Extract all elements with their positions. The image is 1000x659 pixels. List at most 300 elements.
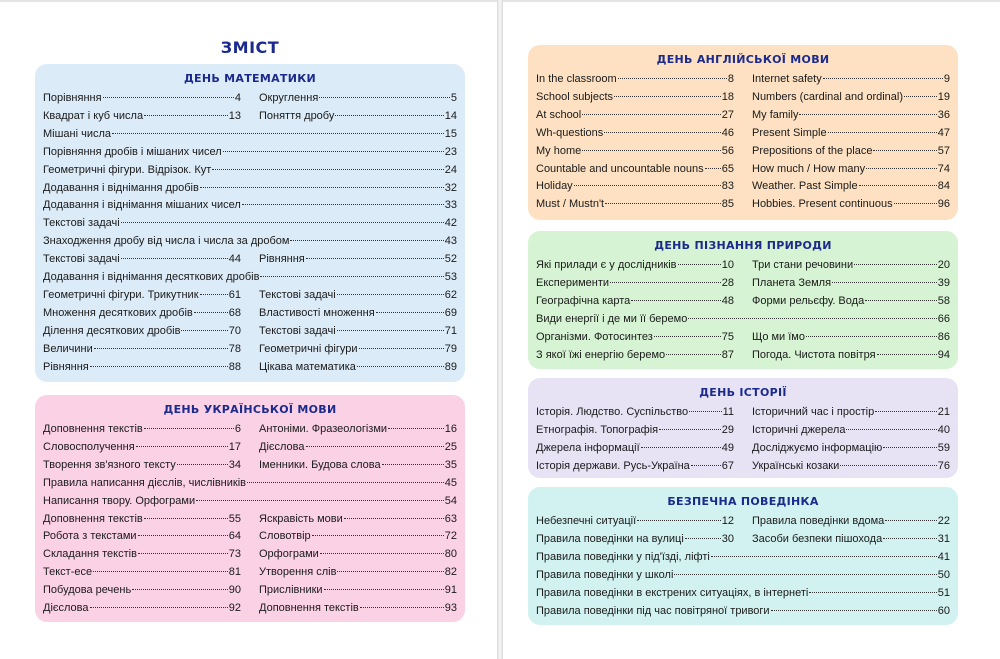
- toc-entry-title: Правила поведінки в екстрених ситуаціях, в інтернеті: [536, 586, 809, 599]
- column-gap: [734, 71, 752, 89]
- toc-entry[interactable]: [43, 251, 241, 269]
- column-gap: [734, 125, 752, 143]
- toc-entry-page: 91: [444, 584, 457, 597]
- toc-entry[interactable]: [259, 600, 457, 618]
- toc-entry[interactable]: [259, 582, 457, 600]
- toc-entry-title: Порівняння дробів і мішаних чисел: [43, 145, 222, 158]
- dot-leader: [582, 150, 721, 151]
- toc-entry-page: 13: [228, 109, 241, 122]
- column-gap: [241, 323, 259, 341]
- toc-entry-page: 81: [228, 566, 241, 579]
- toc-row: [43, 323, 457, 341]
- dot-leader: [883, 447, 936, 448]
- toc-entry[interactable]: [752, 347, 950, 365]
- toc-entry-title: Побудова речень: [43, 584, 132, 597]
- toc-row: [536, 347, 950, 365]
- toc-row: [43, 457, 457, 475]
- toc-row: [43, 475, 457, 493]
- dot-leader: [138, 535, 228, 536]
- dot-leader: [200, 187, 444, 188]
- dot-leader: [823, 78, 943, 79]
- toc-row: [43, 305, 457, 323]
- toc-entry[interactable]: [43, 546, 241, 564]
- toc-list: [536, 71, 950, 214]
- toc-entry[interactable]: [43, 457, 241, 475]
- toc-entry-title: Доповнення текстів: [43, 423, 143, 435]
- dot-leader: [376, 312, 444, 313]
- dot-leader: [582, 114, 721, 115]
- toc-entry[interactable]: [536, 440, 734, 458]
- toc-entry-page: 89: [444, 360, 457, 373]
- toc-row: [536, 143, 950, 161]
- toc-entry[interactable]: [536, 125, 734, 143]
- toc-entry-page: 80: [444, 548, 457, 561]
- toc-entry[interactable]: [752, 89, 950, 107]
- toc-entry-title: Географічна карта: [536, 294, 631, 307]
- dot-leader: [877, 354, 937, 355]
- toc-entry-title: Доповнення текстів: [259, 602, 359, 615]
- section-title: ДЕНЬ УКРАЇНСЬКОЇ МОВИ: [163, 403, 337, 416]
- column-gap: [734, 89, 752, 107]
- dot-leader: [631, 300, 720, 301]
- toc-entry-page: 70: [228, 324, 241, 337]
- toc-entry[interactable]: [536, 513, 734, 531]
- toc-entry[interactable]: [43, 475, 457, 493]
- toc-entry-page: 61: [228, 288, 241, 301]
- toc-entry[interactable]: [259, 564, 457, 582]
- dot-leader: [618, 78, 727, 79]
- dot-leader: [337, 294, 444, 295]
- toc-entry[interactable]: [536, 422, 734, 440]
- toc-entry-page: 11: [722, 406, 734, 418]
- toc-entry[interactable]: [43, 233, 457, 251]
- toc-entry-title: Іменники. Будова слова: [259, 458, 381, 471]
- toc-entry-page: 48: [721, 294, 734, 307]
- toc-entry-page: 23: [444, 145, 457, 158]
- toc-entry[interactable]: [752, 107, 950, 125]
- toc-entry-page: 15: [444, 127, 457, 140]
- toc-entry-title: Рівняння: [43, 360, 89, 373]
- toc-row: [43, 421, 457, 439]
- toc-entry[interactable]: [536, 404, 734, 422]
- toc-list: [43, 421, 457, 618]
- toc-row: [536, 196, 950, 214]
- column-gap: [734, 347, 752, 365]
- toc-entry-page: 60: [937, 604, 950, 617]
- column-gap: [734, 161, 752, 179]
- toc-entry[interactable]: [752, 329, 950, 347]
- dot-leader: [337, 571, 443, 572]
- toc-entry[interactable]: [536, 257, 734, 275]
- toc-entry[interactable]: [43, 162, 457, 180]
- dot-leader: [121, 258, 228, 259]
- toc-entry[interactable]: [536, 143, 734, 161]
- toc-row: [536, 275, 950, 293]
- toc-entry[interactable]: [259, 359, 457, 377]
- toc-entry-page: 30: [721, 532, 734, 545]
- toc-row: [43, 233, 457, 251]
- toc-entry[interactable]: [259, 305, 457, 323]
- toc-list: [536, 404, 950, 476]
- dot-leader: [388, 428, 444, 429]
- dot-leader: [132, 589, 228, 590]
- toc-entry[interactable]: [752, 458, 950, 476]
- dot-leader: [711, 556, 937, 557]
- toc-row: [43, 439, 457, 457]
- toc-entry-title: Утворення слів: [259, 566, 337, 579]
- toc-entry-page: 82: [444, 566, 457, 579]
- toc-entry-title: Словотвір: [259, 530, 311, 543]
- toc-entry[interactable]: [752, 531, 950, 549]
- toc-entry[interactable]: [43, 564, 241, 582]
- toc-entry-page: 55: [228, 512, 241, 525]
- column-gap: [734, 275, 752, 293]
- toc-row: [43, 269, 457, 287]
- toc-entry-page: 88: [228, 360, 241, 373]
- toc-entry[interactable]: [259, 108, 457, 126]
- dot-leader: [659, 429, 721, 430]
- toc-entry[interactable]: [752, 178, 950, 196]
- dot-leader: [688, 318, 936, 319]
- toc-row: [536, 107, 950, 125]
- toc-entry-page: 44: [228, 253, 241, 266]
- column-gap: [734, 531, 752, 549]
- dot-leader: [604, 132, 720, 133]
- toc-entry[interactable]: [43, 287, 241, 305]
- toc-entry-title: Геометричні фігури. Відрізок. Кут: [43, 163, 212, 176]
- toc-entry[interactable]: [752, 196, 950, 214]
- dot-leader: [196, 500, 444, 501]
- toc-entry[interactable]: [43, 511, 241, 529]
- dot-leader: [799, 114, 936, 115]
- dot-leader: [840, 465, 936, 466]
- toc-entry[interactable]: [259, 528, 457, 546]
- toc-entry-page: 46: [721, 126, 734, 139]
- toc-entry[interactable]: [752, 293, 950, 311]
- book-spine-gutter: [497, 0, 503, 659]
- dot-leader: [832, 282, 937, 283]
- toc-entry[interactable]: [43, 269, 457, 287]
- toc-entry-title: Погода. Чистота повітря: [752, 348, 876, 361]
- toc-entry[interactable]: [536, 567, 950, 585]
- toc-entry[interactable]: [536, 347, 734, 365]
- toc-entry-title: Яскравість мови: [259, 512, 343, 525]
- toc-entry[interactable]: [43, 305, 241, 323]
- toc-row: [43, 546, 457, 564]
- toc-row: [43, 341, 457, 359]
- dot-leader: [873, 150, 936, 151]
- dot-leader: [866, 168, 937, 169]
- dot-leader: [654, 336, 721, 337]
- dot-leader: [846, 429, 936, 430]
- toc-entry-title: Правила поведінки під час повітряної тривоги: [536, 604, 770, 617]
- toc-row: [43, 564, 457, 582]
- dot-leader: [90, 366, 228, 367]
- toc-entry-page: 86: [937, 330, 950, 343]
- toc-entry-page: 65: [721, 162, 734, 175]
- toc-entry-title: Must / Mustn't: [536, 198, 605, 211]
- toc-entry-title: З якої їжі енергію беремо: [536, 348, 666, 361]
- dot-leader: [614, 96, 721, 97]
- toc-entry-title: Округлення: [259, 92, 319, 104]
- toc-entry-title: Величини: [43, 342, 93, 355]
- toc-entry[interactable]: [752, 422, 950, 440]
- toc-entry-title: Текстові задачі: [259, 324, 336, 337]
- toc-entry[interactable]: [259, 439, 457, 457]
- toc-entry-title: Словосполучення: [43, 440, 135, 453]
- column-gap: [241, 108, 259, 126]
- dot-leader: [112, 133, 444, 134]
- toc-entry[interactable]: [259, 323, 457, 341]
- column-gap: [241, 582, 259, 600]
- toc-entry[interactable]: [536, 329, 734, 347]
- toc-entry[interactable]: [536, 161, 734, 179]
- dot-leader: [771, 610, 937, 611]
- toc-entry-page: 93: [444, 602, 457, 615]
- toc-entry-page: 53: [444, 271, 457, 284]
- toc-entry[interactable]: [259, 251, 457, 269]
- toc-entry-page: 16: [444, 423, 457, 435]
- toc-entry[interactable]: [43, 108, 241, 126]
- toc-entry[interactable]: [752, 71, 950, 89]
- toc-row: [536, 293, 950, 311]
- dot-leader: [93, 571, 228, 572]
- toc-entry-title: Ділення десяткових дробів: [43, 324, 181, 337]
- toc-entry[interactable]: [259, 341, 457, 359]
- dot-leader: [691, 465, 721, 466]
- toc-entry[interactable]: [752, 257, 950, 275]
- toc-entry-title: Правила поведінки у під'їзді, ліфті: [536, 550, 710, 563]
- dot-leader: [94, 348, 228, 349]
- toc-entry-page: 21: [937, 406, 950, 418]
- toc-entry[interactable]: [536, 585, 950, 603]
- column-gap: [241, 528, 259, 546]
- toc-entry[interactable]: [43, 197, 457, 215]
- toc-row: [536, 603, 950, 621]
- toc-entry-title: Геометричні фігури: [259, 342, 358, 355]
- toc-entry-title: Історичні джерела: [752, 423, 846, 436]
- dot-leader: [344, 518, 444, 519]
- toc-entry-title: Правила поведінки на вулиці: [536, 532, 684, 545]
- dot-leader: [809, 592, 936, 593]
- column-gap: [241, 421, 259, 439]
- column-gap: [241, 90, 259, 108]
- toc-entry-title: Антоніми. Фразеологізми: [259, 423, 388, 435]
- toc-entry[interactable]: [536, 311, 950, 329]
- toc-row: [536, 404, 950, 422]
- toc-entry[interactable]: [43, 493, 457, 511]
- toc-entry[interactable]: [752, 161, 950, 179]
- toc-entry[interactable]: [752, 440, 950, 458]
- column-gap: [241, 359, 259, 377]
- toc-entry[interactable]: [752, 275, 950, 293]
- toc-entry[interactable]: [43, 126, 457, 144]
- toc-entry-title: Present Simple: [752, 126, 827, 139]
- toc-entry[interactable]: [43, 180, 457, 198]
- toc-row: [43, 108, 457, 126]
- toc-entry-page: 68: [228, 306, 241, 319]
- toc-entry[interactable]: [259, 457, 457, 475]
- toc-entry[interactable]: [43, 528, 241, 546]
- toc-entry[interactable]: [259, 287, 457, 305]
- toc-entry-title: Які прилади є у дослідників: [536, 259, 677, 271]
- toc-entry[interactable]: [536, 196, 734, 214]
- toc-entry-title: Текстові задачі: [259, 288, 336, 301]
- dot-leader: [685, 538, 721, 539]
- toc-entry-title: How much / How many: [752, 162, 866, 175]
- toc-entry-page: 14: [444, 109, 457, 122]
- dot-leader: [828, 132, 937, 133]
- toc-entry-page: 27: [721, 108, 734, 121]
- toc-entry-page: 34: [228, 458, 241, 471]
- toc-entry[interactable]: [43, 421, 241, 439]
- toc-row: [536, 329, 950, 347]
- toc-entry[interactable]: [43, 215, 457, 233]
- toc-entry-page: 35: [444, 458, 457, 471]
- toc-entry[interactable]: [43, 144, 457, 162]
- toc-row: [43, 251, 457, 269]
- toc-entry-title: Порівняння: [43, 92, 102, 104]
- toc-list: [536, 257, 950, 364]
- toc-entry[interactable]: [43, 359, 241, 377]
- toc-entry-page: 85: [721, 198, 734, 211]
- toc-row: [536, 422, 950, 440]
- toc-entry[interactable]: [536, 458, 734, 476]
- toc-entry-title: Текстові задачі: [43, 217, 120, 230]
- toc-entry[interactable]: [752, 143, 950, 161]
- toc-entry[interactable]: [752, 404, 950, 422]
- toc-row: [536, 440, 950, 458]
- toc-entry-page: 29: [721, 423, 734, 436]
- toc-entry-page: 36: [937, 108, 950, 121]
- dot-leader: [859, 185, 937, 186]
- dot-leader: [894, 203, 937, 204]
- toc-entry-page: 73: [228, 548, 241, 561]
- toc-entry-page: 76: [937, 459, 950, 472]
- toc-entry-page: 67: [721, 459, 734, 472]
- toc-entry-title: Складання текстів: [43, 548, 137, 561]
- toc-entry[interactable]: [259, 546, 457, 564]
- dot-leader: [357, 366, 444, 367]
- toc-entry-title: Додавання і віднімання мішаних чисел: [43, 199, 241, 212]
- toc-entry[interactable]: [43, 582, 241, 600]
- column-gap: [734, 293, 752, 311]
- column-gap: [241, 546, 259, 564]
- column-gap: [734, 458, 752, 476]
- toc-entry-page: 6: [234, 423, 241, 435]
- column-gap: [734, 440, 752, 458]
- toc-entry-page: 28: [721, 276, 734, 289]
- toc-entry-title: Holiday: [536, 180, 573, 193]
- toc-entry-title: Дієслова: [43, 602, 89, 615]
- toc-entry[interactable]: [43, 341, 241, 359]
- toc-entry-page: 43: [444, 235, 457, 248]
- toc-entry-page: 33: [444, 199, 457, 212]
- toc-entry-page: 50: [937, 568, 950, 581]
- toc-entry-title: Українські козаки: [752, 459, 840, 472]
- toc-row: [43, 162, 457, 180]
- dot-leader: [136, 446, 228, 447]
- toc-entry[interactable]: [259, 421, 457, 439]
- dot-leader: [319, 97, 450, 98]
- toc-entry-title: Джерела інформації: [536, 441, 640, 454]
- toc-entry-title: Правила написання дієслів, числівників: [43, 476, 246, 489]
- toc-entry[interactable]: [536, 549, 950, 567]
- toc-entry[interactable]: [43, 439, 241, 457]
- toc-entry-title: Написання твору. Орфограми: [43, 494, 196, 507]
- dot-leader: [290, 240, 443, 241]
- dot-leader: [666, 354, 721, 355]
- dot-leader: [260, 276, 443, 277]
- toc-entry[interactable]: [536, 71, 734, 89]
- toc-row: [536, 531, 950, 549]
- toc-entry[interactable]: [752, 125, 950, 143]
- dot-leader: [885, 520, 936, 521]
- toc-entry-page: 78: [228, 342, 241, 355]
- dot-leader: [320, 553, 444, 554]
- toc-entry-page: 40: [937, 423, 950, 436]
- toc-entry[interactable]: [536, 107, 734, 125]
- toc-entry-page: 24: [444, 163, 457, 176]
- toc-entry-page: 25: [444, 440, 457, 453]
- toc-entry-title: School subjects: [536, 90, 614, 103]
- toc-row: [536, 89, 950, 107]
- dot-leader: [674, 574, 936, 575]
- dot-leader: [212, 169, 443, 170]
- dot-leader: [121, 222, 444, 223]
- section-nature: [528, 231, 958, 369]
- toc-entry[interactable]: [536, 89, 734, 107]
- toc-row: [43, 197, 457, 215]
- dot-leader: [574, 185, 721, 186]
- toc-entry[interactable]: [536, 293, 734, 311]
- dot-leader: [678, 264, 721, 265]
- toc-entry-title: Планета Земля: [752, 276, 832, 289]
- toc-row: [43, 582, 457, 600]
- section-title: ДЕНЬ АНГЛІЙСЬКОЇ МОВИ: [656, 53, 830, 66]
- toc-entry[interactable]: [752, 513, 950, 531]
- toc-entry-page: 75: [721, 330, 734, 343]
- toc-entry-title: Правила поведінки у школі: [536, 568, 674, 581]
- toc-entry-page: 41: [937, 550, 950, 563]
- toc-entry[interactable]: [43, 90, 241, 108]
- toc-entry-title: Numbers (cardinal and ordinal): [752, 90, 904, 103]
- toc-entry[interactable]: [43, 323, 241, 341]
- toc-entry[interactable]: [536, 603, 950, 621]
- section-title: ДЕНЬ МАТЕМАТИКИ: [183, 72, 317, 85]
- toc-row: [43, 180, 457, 198]
- toc-row: [536, 311, 950, 329]
- toc-entry-page: 66: [937, 312, 950, 325]
- toc-entry[interactable]: [259, 511, 457, 529]
- dot-leader: [359, 348, 444, 349]
- toc-entry-page: 64: [228, 530, 241, 543]
- toc-entry[interactable]: [536, 531, 734, 549]
- dot-leader: [242, 204, 444, 205]
- toc-entry-title: Hobbies. Present continuous: [752, 198, 893, 211]
- toc-entry-page: 96: [937, 198, 950, 211]
- toc-entry[interactable]: [536, 178, 734, 196]
- toc-entry-title: Геометричні фігури. Трикутник: [43, 288, 199, 301]
- toc-row: [536, 585, 950, 603]
- toc-entry[interactable]: [43, 600, 241, 618]
- toc-entry[interactable]: [536, 275, 734, 293]
- toc-entry-page: 32: [444, 181, 457, 194]
- toc-entry[interactable]: [259, 90, 457, 108]
- toc-entry-title: Текстові задачі: [43, 253, 120, 266]
- toc-entry-title: Wh-questions: [536, 126, 604, 139]
- toc-entry-page: 19: [937, 90, 950, 103]
